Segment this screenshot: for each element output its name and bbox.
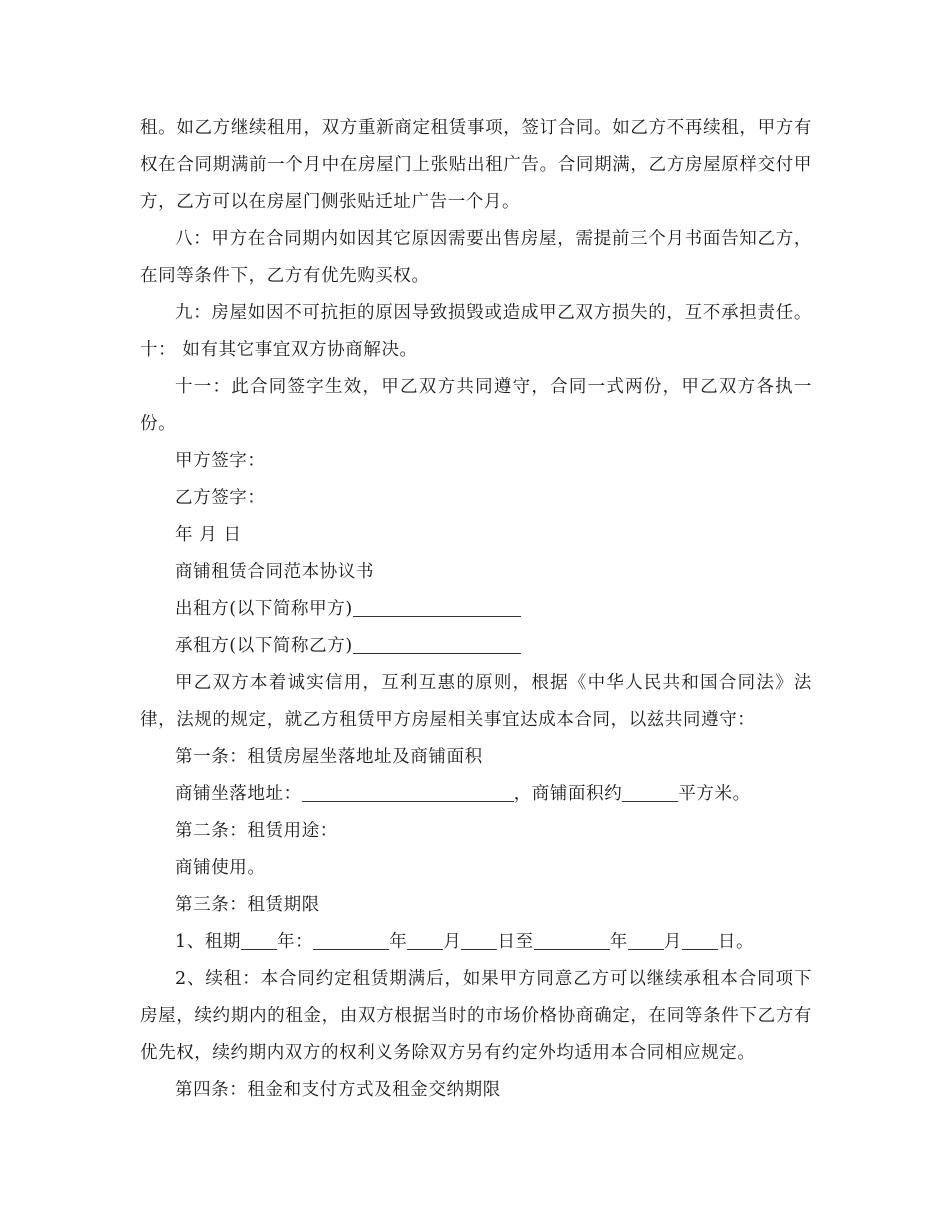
term-to-word: 至 [515, 932, 534, 952]
clause-11: 十一：此合同签字生效，甲乙双方共同遵守，合同一式两份，甲乙双方各执一份。 [140, 377, 812, 434]
document-page [140, 110, 812, 1109]
term-end: 。 [736, 932, 755, 952]
usage-text: 商铺使用。 [175, 858, 266, 878]
area-blank [622, 781, 678, 802]
article-2-heading: 第二条：租赁用途： [175, 821, 338, 841]
article-3-heading: 第三条：租赁期限 [175, 895, 320, 915]
renewal-clause: 2、续租：本合同约定租赁期满后，如果甲方同意乙方可以继续承租本合同项下房屋，续约期内的租金，由双方根据当时的市场价格协商确定，在同等条件下乙方有优先权，续约期内双方的权利义务除双方另有约定外均适用本合同相应规定。 [140, 969, 812, 1063]
address-label: 商铺坐落地址： [175, 784, 302, 804]
area-label: ，商铺面积约 [513, 784, 623, 804]
article-4-heading: 第四条：租金和支付方式及租金交纳期限 [175, 1080, 501, 1100]
lessee-line [140, 628, 812, 665]
party-b-signature: 乙方签字： [175, 488, 266, 508]
date-line: 年 月 日 [175, 525, 242, 545]
end-month-blank [628, 929, 664, 950]
lessee-blank [353, 633, 521, 654]
party-a-signature: 甲方签字： [175, 451, 266, 471]
start-month-blank [407, 929, 443, 950]
start-day-blank [461, 929, 497, 950]
contract-title: 商铺租赁合同范本协议书 [175, 562, 375, 582]
address-blank [302, 781, 514, 802]
end-year-word: 年 [609, 932, 628, 952]
term-line [140, 924, 812, 961]
start-day-word: 日 [497, 932, 516, 952]
address-line [140, 776, 812, 813]
start-month-word: 月 [443, 932, 462, 952]
lessee-label: 承租方(以下简称乙方) [175, 636, 353, 656]
end-year-blank [534, 929, 610, 950]
end-day-word: 日 [717, 932, 737, 952]
lessor-label: 出租方(以下简称甲方) [175, 599, 353, 619]
term-colon: ： [295, 932, 314, 952]
lessor-blank [353, 596, 521, 617]
term-years-blank [241, 929, 277, 950]
paragraph-renewal: 租。如乙方继续租用，双方重新商定租赁事项，签订合同。如乙方不再续租，甲方有权在合同期满前一个月中在房屋门上张贴出租广告。合同期满，乙方房屋原样交付甲方，乙方可以在房屋门侧张贴迁址广告一个月。 [140, 118, 812, 212]
lessor-line [140, 591, 812, 628]
end-month-word: 月 [663, 932, 682, 952]
start-year-blank [313, 929, 389, 950]
term-prefix: 1、租期 [175, 932, 242, 952]
article-1-heading: 第一条：租赁房屋坐落地址及商铺面积 [175, 747, 483, 767]
end-day-blank [682, 929, 718, 950]
start-year-word: 年 [389, 932, 408, 952]
clause-8: 八：甲方在合同期内如因其它原因需要出售房屋，需提前三个月书面告知乙方，在同等条件下，乙方有优先购买权。 [140, 229, 812, 286]
preamble: 甲乙双方本着诚实信用，互利互惠的原则，根据《中华人民共和国合同法》法律，法规的规定，就乙方租赁甲方房屋相关事宜达成本合同，以兹共同遵守： [140, 673, 812, 730]
area-unit: 平方米。 [678, 784, 751, 804]
term-year-word: 年 [277, 932, 296, 952]
clause-9-10: 九：房屋如因不可抗拒的原因导致损毁或造成甲乙双方损失的，互不承担责任。 十： 如有其它事宜双方协商解决。 [140, 303, 812, 360]
